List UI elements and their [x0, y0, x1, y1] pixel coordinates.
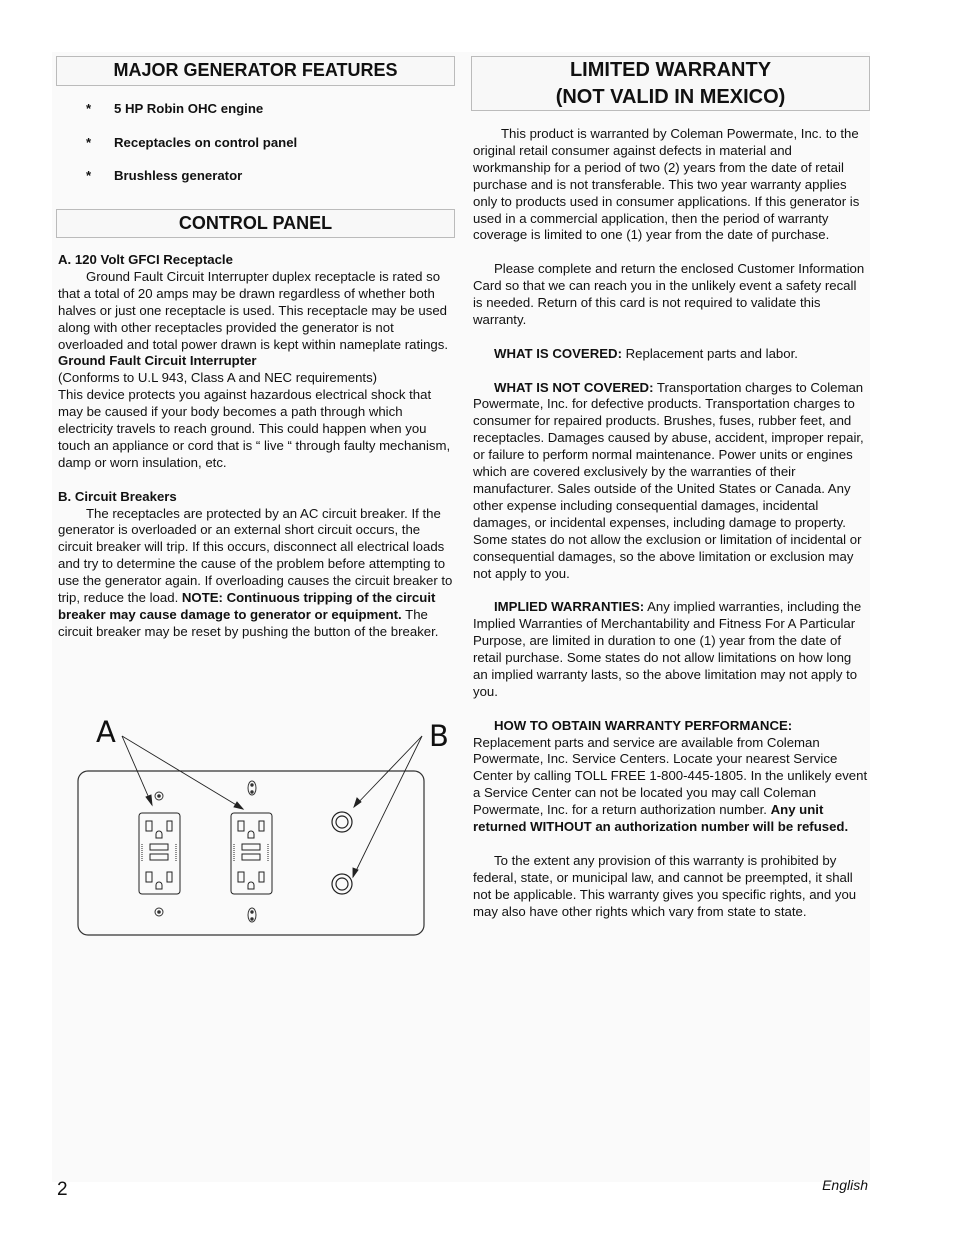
section-a-heading: A. 120 Volt GFCI Receptacle: [58, 252, 233, 267]
section-a-paragraph: Ground Fault Circuit Interrupter duplex receptacle is rated so that a total of 20 amps may be drawn regardless of whether both halves or just one receptacle is used. This receptacle may be used along with other receptacles provided the generator is not overloaded and total power drawn is kept within nameplate ratings.: [58, 268, 448, 352]
footer-language: English: [822, 1177, 868, 1193]
circuit-breaker: [332, 874, 352, 894]
gfci-subheading: Ground Fault Circuit Interrupter: [58, 353, 257, 369]
gfci-receptacle: [231, 813, 272, 894]
warranty-implied: IMPLIED WARRANTIES: Any implied warranties, including the Implied Warranties of Merchantability and Fitness For A Particular Purpose, are limited in duration to one (1) year from the date of retail purchase. Some states do not allow limitations on how long an implied warranty lasts, so the above limitation may not apply to you.: [473, 599, 862, 699]
bullet-marker: *: [86, 135, 92, 150]
warranty-header: [471, 56, 870, 111]
warranty-title-line2: (NOT VALID IN MEXICO): [555, 86, 786, 108]
bullet-marker: *: [86, 101, 92, 116]
section-b-note: NOTE: Continuous tripping of the circuit breaker may cause damage to generator or equipment.: [58, 590, 436, 623]
circuit-breaker: [332, 812, 352, 832]
feature-item-label: Receptacles on control panel: [114, 135, 298, 150]
section-b-heading: B. Circuit Breakers: [58, 488, 177, 504]
feature-item-label: 5 HP Robin OHC engine: [114, 101, 264, 116]
control-panel-text: [58, 252, 454, 641]
diagram-label-a: A: [96, 715, 116, 749]
warranty-obtain: Replacement parts and service are available from Coleman Powermate, Inc. Service Centers. Locate your nearest Service Center by calling TOLL FREE 1-800-445-1805. In the unlikely event a Service Center can not be located you may call Coleman Powermate, Inc. for a return authorization number. Any unit returned WITHOUT an authorization number will be refused.: [473, 734, 868, 835]
gfci-conforms: (Conforms to U.L 943, Class A and NEC requirements): [58, 370, 378, 386]
leader-lines-a: [122, 736, 243, 809]
feature-item-label: Brushless generator: [114, 168, 243, 183]
warranty-obtain-heading: HOW TO OBTAIN WARRANTY PERFORMANCE:: [494, 717, 793, 733]
section-b-paragraph: The receptacles are protected by an AC circuit breaker. If the generator is overloaded or an external short circuit occurs, the circuit breaker will trip. If this occurs, disconnect all electrical loads and try to determine the cause of the problem before attempting to use the generator again. If overloading causes the circuit breaker to trip, reduce the load. NOTE: Continuous tripping of the circuit breaker may cause damage to generator or equipment. The circuit breaker may be reset by pushing the button of the breaker.: [58, 505, 453, 639]
warranty-title-line1: LIMITED WARRANTY: [569, 59, 772, 81]
warranty-p1: This product is warranted by Coleman Powermate, Inc. to the original retail consumer against defects in material and workmanship for a period of two (2) years from the date of retail purchase and is not transferable. This two year warranty applies only to products used in consumer applications. If this generator is used in a commercial application, then the period of warranty coverage is limited to one (1) year from the date of purchase.: [473, 126, 860, 243]
features-title: MAJOR GENERATOR FEATURES: [113, 60, 398, 80]
control-panel-diagram: [72, 712, 454, 938]
warranty-not-covered: WHAT IS NOT COVERED: Transportation charges to Coleman Powermate, Inc. for defective products. Transportation charges to consumer for repaired products. Brushes, fuses, rubber feet, and receptacles. Damages caused by abuse, accident, improper repair, or failure to perform normal maintenance. Power units or engines which are covered exclusively by the warranties of their manufacturer. Sales outside of the United States or Canada. Any other expense including consequential damages, incidental damages, or incidental expenses, including damage to property. Some states do not allow the exclusion or limitation of incidental or consequential damages, so the above limitation or exclusion may not apply to you.: [473, 379, 864, 581]
warranty-last: To the extent any provision of this warranty is prohibited by federal, state, or municipal law, and cannot be preempted, it shall not be applicable. This warranty gives you specific rights, and you may also have other rights which vary from state to state.: [473, 852, 857, 919]
leader-lines-b: [353, 736, 422, 877]
warranty-covered: WHAT IS COVERED: Replacement parts and labor.: [494, 345, 798, 361]
warranty-p2: Please complete and return the enclosed Customer Information Card so that we can reach you in the unlikely event a safety recall is needed. Return of this card is not required to validate this warranty.: [473, 261, 865, 327]
control-panel-title: CONTROL PANEL: [178, 213, 333, 233]
gfci-protects: This device protects you against hazardous electrical shock that may be caused if your body becomes a path through which electricity travels to reach ground. This could happen when you touch an appliance or cord that is “ live “ through faulty mechanism, damp or worn insulation, etc.: [58, 387, 451, 470]
warranty-text: [473, 126, 869, 921]
control-panel-header: [56, 209, 455, 238]
screw-holes: [155, 781, 256, 922]
diagram-label-b: B: [429, 719, 449, 753]
panel-outline: [78, 771, 424, 935]
features-header: [56, 56, 455, 86]
gfci-receptacle: [139, 813, 180, 894]
page-number: 2: [57, 1179, 68, 1200]
bullet-marker: *: [86, 168, 92, 183]
